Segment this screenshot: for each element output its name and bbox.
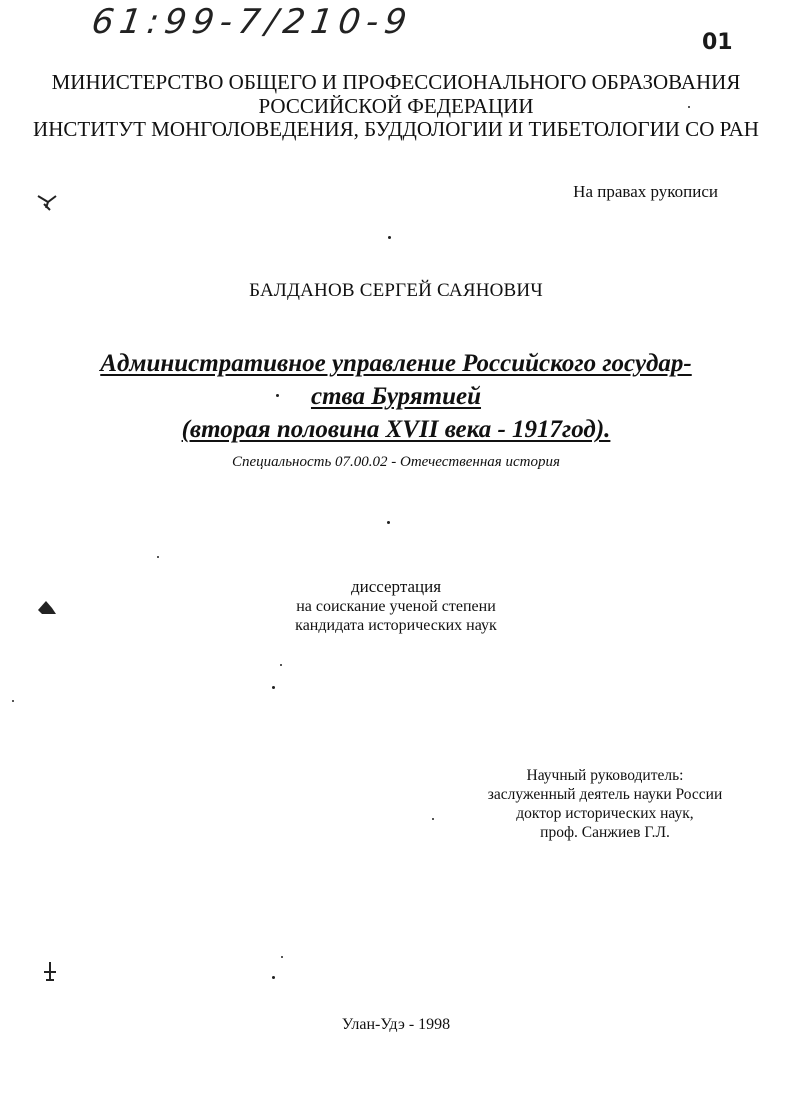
- scan-speck: [281, 956, 283, 958]
- dissertation-label: диссертация: [350, 577, 442, 596]
- handwritten-archive-code: 61:99-7/210-9: [89, 2, 415, 42]
- manuscript-note: На правах рукописи: [573, 182, 718, 201]
- title-line-2: ства Бурятией: [310, 383, 482, 410]
- scan-speck: [432, 818, 434, 820]
- scan-speck: [276, 394, 279, 397]
- supervisor-degree: доктор исторических наук,: [516, 805, 694, 822]
- scan-speck: [272, 686, 275, 689]
- scan-speck: [688, 106, 690, 108]
- scan-mark-3: [40, 960, 60, 984]
- scan-speck: [157, 556, 159, 558]
- scan-speck: [388, 236, 391, 239]
- scan-speck: [272, 976, 275, 979]
- specialty: Специальность 07.00.02 - Отечественная история: [231, 454, 560, 470]
- author-name: БАЛДАНОВ СЕРГЕЙ САЯНОВИЧ: [249, 280, 543, 301]
- supervisor-label: Научный руководитель:: [526, 767, 684, 784]
- supervisor-name: проф. Санжиев Г.Л.: [540, 824, 670, 841]
- scan-speck: [12, 700, 14, 702]
- supervisor-title: заслуженный деятель науки России: [487, 786, 723, 803]
- scan-speck: [387, 521, 390, 524]
- dissertation-field: кандидата исторических наук: [295, 617, 497, 634]
- corner-mark: 01: [702, 30, 733, 55]
- header-institute: ИНСТИТУТ МОНГОЛОВЕДЕНИЯ, БУДДОЛОГИИ И ТИБЕТОЛОГИИ СО РАН: [33, 117, 759, 141]
- place-year: Улан-Удэ - 1998: [341, 1016, 451, 1033]
- title-line-1: Административное управление Российского государ-: [100, 350, 692, 377]
- scan-mark-1: [36, 192, 60, 212]
- dissertation-degree: на соискание ученой степени: [296, 598, 496, 615]
- scan-speck: [280, 664, 282, 666]
- supervisor-block: [455, 766, 755, 842]
- scan-mark-2: [36, 598, 58, 618]
- header-ministry: МИНИСТЕРСТВО ОБЩЕГО И ПРОФЕССИОНАЛЬНОГО ОБРАЗОВАНИЯ: [51, 70, 741, 94]
- header-federation: РОССИЙСКОЙ ФЕДЕРАЦИИ: [258, 94, 534, 118]
- title-line-3: (вторая половина XVII века - 1917год).: [181, 416, 611, 443]
